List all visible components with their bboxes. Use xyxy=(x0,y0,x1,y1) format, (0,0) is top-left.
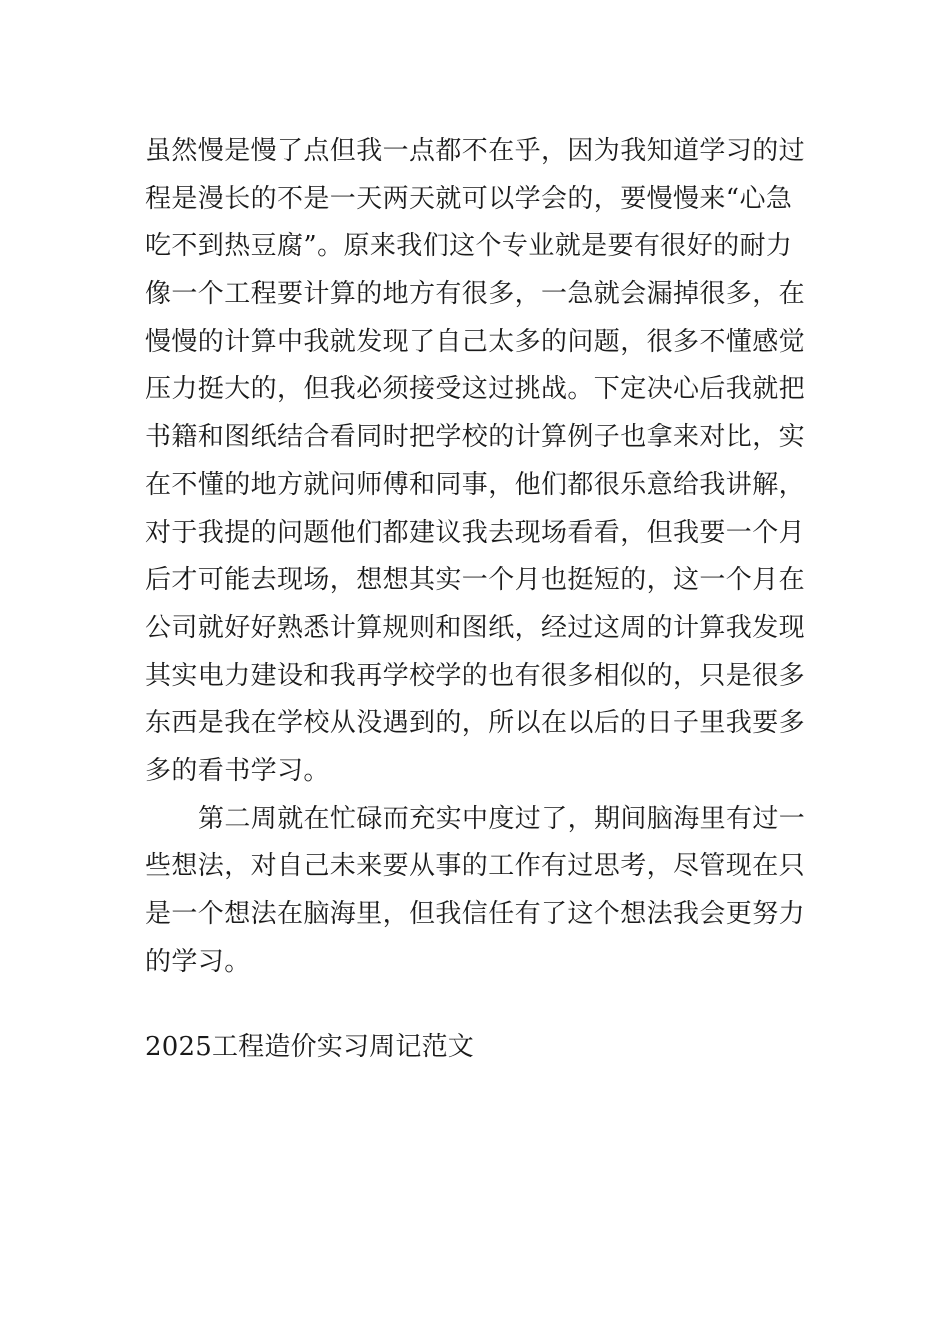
text-line: 程是漫长的不是一天两天就可以学会的，要慢慢来“心急 xyxy=(145,183,793,214)
text-line: 像一个工程要计算的地方有很多，一急就会漏掉很多，在 xyxy=(145,279,806,310)
text-line: 对于我提的问题他们都建议我去现场看看，但我要一个月 xyxy=(145,517,806,548)
paragraph-2 xyxy=(145,796,807,987)
text-line: 些想法，对自己未来要从事的工作有过思考，尽管现在只 xyxy=(145,851,806,882)
text-line: 多的看书学习。 xyxy=(145,755,330,786)
text-line: 东西是我在学校从没遇到的，所以在以后的日子里我要多 xyxy=(145,708,806,739)
text-line: 第二周就在忙碌而充实中度过了，期间脑海里有过一 xyxy=(198,803,806,834)
text-line: 在不懂的地方就问师傅和同事，他们都很乐意给我讲解， xyxy=(145,469,806,500)
body-text xyxy=(145,128,807,986)
text-line: 是一个想法在脑海里，但我信任有了这个想法我会更努力 xyxy=(145,899,806,929)
text-line: 书籍和图纸结合看同时把学校的计算例子也拿来对比，实 xyxy=(145,422,806,453)
text-line: 压力挺大的，但我必须接受这过挑战。下定决心后我就把 xyxy=(145,374,806,405)
text-line: 吃不到热豆腐”。原来我们这个专业就是要有很好的耐力 xyxy=(145,231,793,262)
text-line: 慢慢的计算中我就发现了自己太多的问题，很多不懂感觉 xyxy=(145,326,806,357)
text-line: 的学习。 xyxy=(145,946,251,977)
text-line: 公司就好好熟悉计算规则和图纸，经过这周的计算我发现 xyxy=(145,612,806,643)
text-line: 虽然慢是慢了点但我一点都不在乎，因为我知道学习的过 xyxy=(145,136,806,166)
text-line: 后才可能去现场，想想其实一个月也挺短的，这一个月在 xyxy=(145,565,806,596)
paragraph-1 xyxy=(145,128,807,796)
document-title: 2025工程造价实习周记范文 xyxy=(145,1032,474,1062)
text-line: 其实电力建设和我再学校学的也有很多相似的，只是很多 xyxy=(145,660,806,691)
